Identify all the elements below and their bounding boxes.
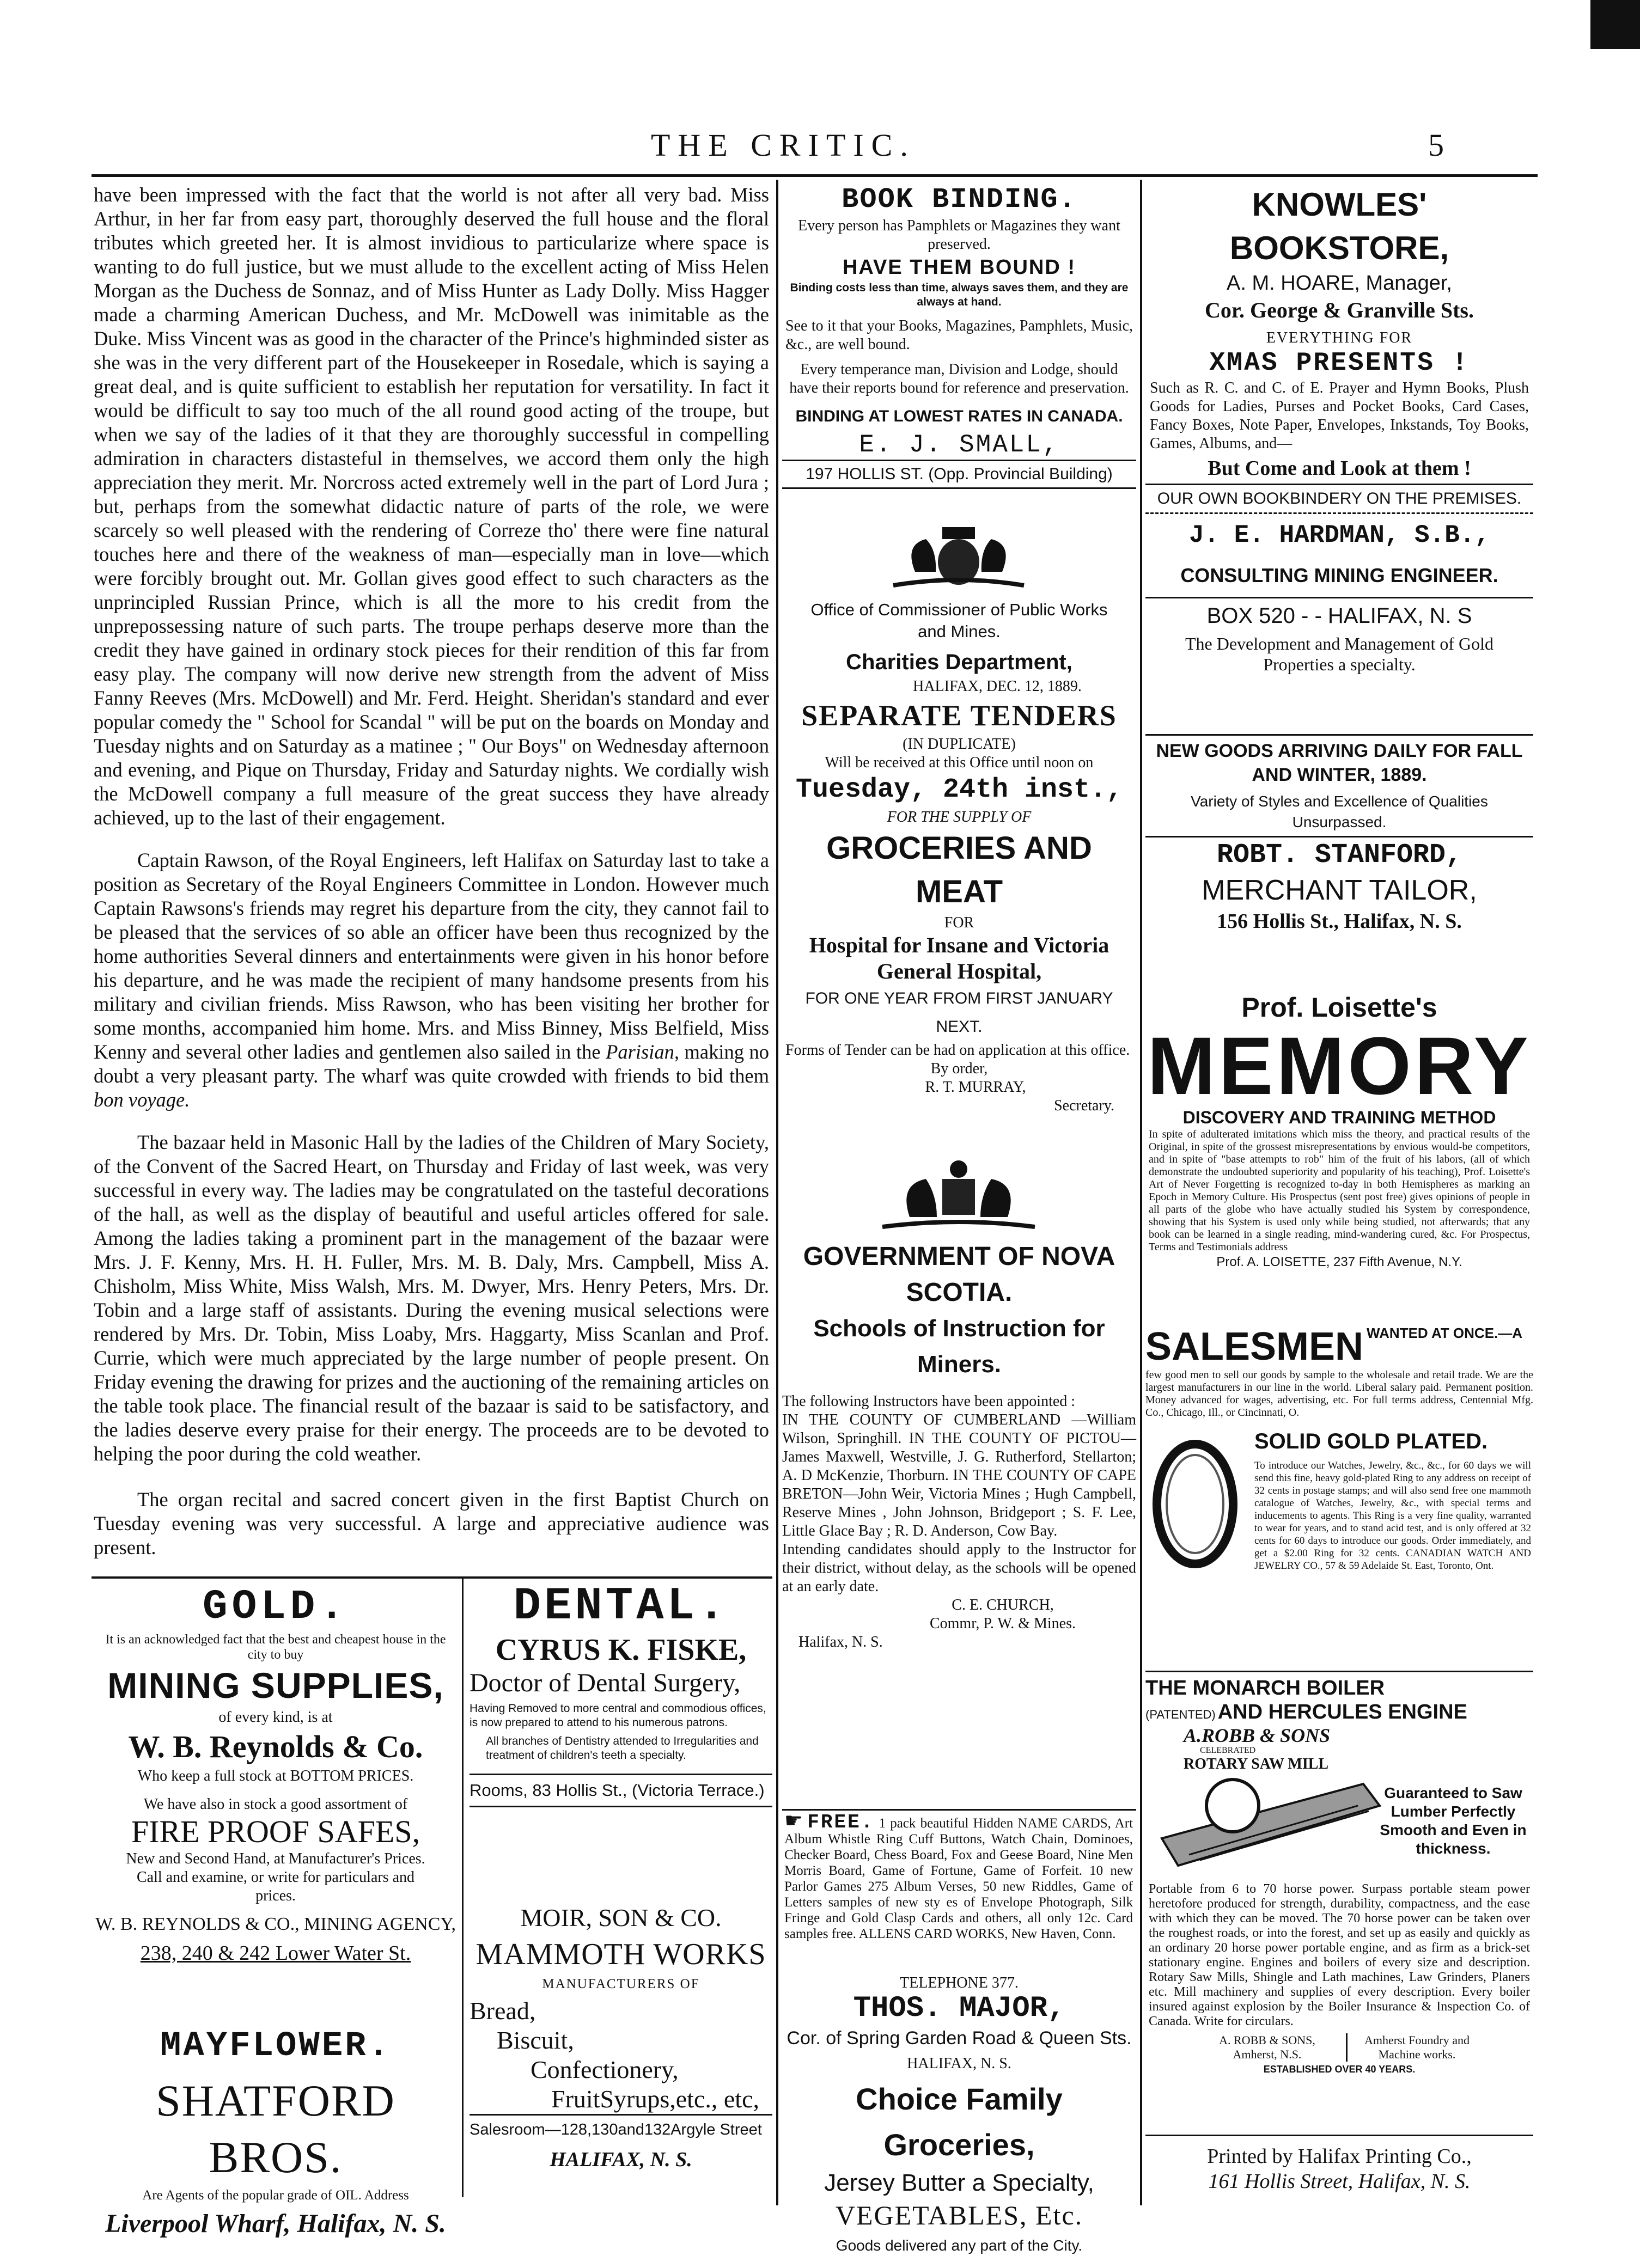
- printer-line-1: Printed by Halifax Printing Co.,: [1207, 2145, 1472, 2168]
- book-binding-rates: BINDING AT LOWEST RATES IN CANADA.: [795, 407, 1123, 425]
- free-ad: [784, 1809, 1133, 1942]
- loisette-memory: MEMORY: [1147, 1020, 1532, 1111]
- knowles-everything: EVERYTHING FOR: [1266, 329, 1413, 346]
- sawmill-illustration: [1145, 1724, 1533, 1882]
- book-binding-intro: Every person has Pamphlets or Magazines they want preserved.: [798, 217, 1120, 253]
- moir-ad-confectionery: Confectionery,: [531, 2056, 679, 2083]
- commissioner-duplicate: (IN DUPLICATE): [903, 736, 1016, 753]
- gold-ad-headline: MINING SUPPLIES,: [107, 1665, 444, 1705]
- hardman-box: BOX 520 - - HALIFAX, N. S: [1145, 597, 1533, 633]
- monarch-text: Portable from 6 to 70 horse power. Surpass portable steam power heretofore produced for strength, durability, compactness, and the ease with which they can be moved. The 70 horse power can be taken over the roughest roads, or into the forest, and set up as easily and quickly as an ordinary 20 horse power portable engine, and as firm as a brick-set stationary engine. Engines and boilers of every size and description. Rotary Saw Mills, Shingle and Lath machines, Law Grinders, Planers etc. Mill machinery and supplies of every description. Every boiler insured against explosion by the Boiler Insurance & Inspection Co. of Canada. Write for circulars.: [1149, 1882, 1530, 2028]
- monarch-established: ESTABLISHED OVER 40 YEARS.: [1263, 2064, 1416, 2075]
- major-veg: VEGETABLES, Etc.: [835, 2200, 1083, 2230]
- gold-ad-safes: FIRE PROOF SAFES,: [131, 1814, 420, 1849]
- commissioner-for: FOR: [944, 914, 974, 931]
- knowles-manager: A. M. HOARE, Manager,: [1227, 272, 1452, 295]
- gold-ad-title: GOLD.: [202, 1584, 349, 1630]
- loisette-text: In spite of adulterated imitations which miss the theory, and practical results of the Original, in spite of the grossest misrepresentations by envious would-be competitors, and in spite of "base attempts to rob" him of the fruit of his labors, (all of which demonstrate the undoubted superiority and popularity of his teaching), Prof. Loisette's Art of Never Forgetting is recognized to-day in both Hemispheres as marking an Epoch in Memory Culture. His Prospectus (sent post free) gives opinions of people in all parts of the globe who have actually studied his System by correspondence, showing that his System is used only while being studied, not afterwards; that any book can be learned in a single reading, mind-wandering cured, &c. For Prospectus, Terms and Testimonials address: [1149, 1128, 1530, 1253]
- book-binding-headline: HAVE THEM BOUND !: [842, 256, 1076, 279]
- commissioner-hospital: Hospital for Insane and Victoria General Hospital,: [809, 933, 1109, 983]
- gov-schools: Schools of Instruction for Miners.: [813, 1315, 1105, 1378]
- moir-ad-firm: MOIR, SON & CO.: [520, 1904, 722, 1931]
- monarch-foundry: Amherst Foundry and Machine works.: [1346, 2033, 1483, 2062]
- major-ad: [782, 1974, 1136, 2259]
- knowles-text: Such as R. C. and C. of E. Prayer and Hymn Books, Plush Goods for Ladies, Purses and Pocket Books, Card Cases, Fancy Boxes, Note Paper, Envelopes, Inkstands, Toy Books, Games, Albums, and—: [1150, 380, 1529, 452]
- mayflower-ad-address: Liverpool Wharf, Halifax, N. S.: [105, 2209, 446, 2238]
- knowles-bindery: OUR OWN BOOKBINDERY ON THE PREMISES.: [1145, 484, 1533, 514]
- book-binding-address: 197 HOLLIS ST. (Opp. Provincial Building): [782, 460, 1136, 489]
- header-rule: [92, 174, 1538, 177]
- monarch-patented: (PATENTED): [1145, 1708, 1216, 1721]
- commissioner-term: FOR ONE YEAR FROM FIRST JANUARY NEXT.: [805, 989, 1113, 1036]
- monarch-subtitle: [1145, 1701, 1533, 1724]
- dental-ad: [470, 1582, 772, 1807]
- knowles-ad: [1145, 183, 1533, 514]
- stanford-ad: [1145, 734, 1533, 936]
- gold-ad-intro: It is an acknowledged fact that the best and cheapest house in the city to buy: [105, 1633, 446, 1662]
- gold-ad-firm: W. B. Reynolds & Co.: [128, 1729, 423, 1764]
- monarch-guaranteed: Guaranteed to Saw Lumber Perfectly Smooth and Even in thickness.: [1380, 1784, 1527, 1857]
- knowles-xmas: XMAS PRESENTS !: [1209, 349, 1470, 378]
- dental-ad-name: CYRUS K. FISKE,: [495, 1633, 747, 1667]
- gold-ad: [94, 1582, 458, 1966]
- major-delivery: Goods delivered any part of the City.: [836, 2237, 1083, 2254]
- stanford-goods: NEW GOODS ARRIVING DAILY FOR FALL AND WINTER, 1889.: [1145, 734, 1533, 787]
- article-paragraph-rawson: Captain Rawson, of the Royal Engineers, left Halifax on Saturday last to take a position as Secretary of the Royal Engineers Committee in London. However much Captain Rawsons's friends may regret his departure from the city, they cannot fail to be pleased that the services of so able an officer have been thus recognized by the home authorities Several dinners and entertainments were given in his honor before his departure, and he was made the recipient of many handsome presents from his military and civilian friends. Miss Rawson, who has been visiting her brother for some months, accompanied him home. Mrs. and Miss Binney, Miss Belfield, Miss Kenny and several other ladies and gentlemen also sailed in the Parisian, making no doubt a very pleasant party. The wharf was quite crowded with friends to bid them bon voyage.: [94, 849, 770, 1111]
- solid-gold-text: To introduce our Watches, Jewelry, &c., &c., for 60 days we will send this fine, heavy gold-plated Ring to any address on receipt of 32 cents in postage stamps; and will also send free one mammoth catalogue of Watches, Jewelry, &c., with special terms and inducements to agents. This Ring is a very fine quality, warranted to wear for years, and to stand acid test, and is only offered at 32 cents for 60 days to introduce our goods. Order immediately, and get a $2.00 Ring for 32 cents. CANADIAN WATCH AND JEWELRY CO., 57 & 59 Adelaide St. East, Toronto, Ont.: [1254, 1460, 1531, 1572]
- gold-ad-stock: Who keep a full stock at BOTTOM PRICES.: [137, 1768, 414, 1784]
- gov-signer: C. E. CHURCH,: [952, 1597, 1054, 1613]
- monarch-firm: A. ROBB & SONS, Amherst, N.S.: [1219, 2033, 1315, 2061]
- major-headline: Choice Family Groceries,: [856, 2082, 1063, 2162]
- monarch-robb: A.ROBB & SONS: [1184, 1725, 1331, 1746]
- stanford-name: ROBT. STANFORD,: [1145, 836, 1533, 873]
- free-ad-text: [784, 1809, 1133, 1942]
- article-paragraph-organ: The organ recital and sacred concert given in the first Baptist Church on Tuesday evening was very successful. A large and appreciative audience was present.: [94, 1488, 769, 1558]
- printer-line-2: 161 Hollis Street, Halifax, N. S.: [1208, 2170, 1471, 2193]
- page-header: [0, 123, 1640, 172]
- printer-imprint: [1145, 2135, 1533, 2194]
- moir-ad-manufacturers: MANUFACTURERS OF: [542, 1977, 700, 1991]
- major-telephone: TELEPHONE 377.: [900, 1974, 1019, 1991]
- moir-ad-salesroom: Salesroom—128,130and132Argyle Street: [470, 2114, 772, 2144]
- gov-signer-role: Commr, P. W. & Mines.: [929, 1615, 1076, 1632]
- nova-scotia-arms-icon: [861, 1157, 1057, 1233]
- book-binding-temperance: Every temperance man, Division and Lodge, should have their reports bound for reference and preservation.: [789, 361, 1129, 396]
- salesmen-text: few good men to sell our goods by sample to the wholesale and retail trade. We are the largest manufacturers in our line in the world. Liberal salary paid. Permanent position. Money advanced for wages, advertising, etc. For full terms address, Centennial Mfg. Co., Chicago, Ill., or Cincinnati, O.: [1145, 1369, 1533, 1419]
- book-binding-see: See to it that your Books, Magazines, Pamphlets, Music, &c., are well bound.: [785, 317, 1133, 353]
- dental-ad-role: Doctor of Dental Surgery,: [470, 1668, 741, 1697]
- commissioner-title: SEPARATE TENDERS: [801, 699, 1117, 732]
- gov-title: GOVERNMENT OF NOVA SCOTIA.: [803, 1242, 1115, 1307]
- book-binding-title: BOOK BINDING.: [842, 184, 1077, 216]
- commissioner-goods: GROCERIES AND MEAT: [826, 830, 1092, 909]
- gov-intro: The following Instructors have been appointed :: [782, 1393, 1076, 1410]
- gov-place: Halifax, N. S.: [798, 1634, 883, 1650]
- gold-ad-every-kind: of every kind, is at: [218, 1709, 333, 1726]
- stanford-address: 156 Hollis St., Halifax, N. S.: [1217, 910, 1462, 933]
- commissioner-forms: Forms of Tender can be had on application at this office.: [785, 1042, 1130, 1059]
- commissioner-dept: Charities Department,: [846, 650, 1072, 674]
- ring-icon: [1149, 1439, 1241, 1569]
- gov-body2: Intending candidates should apply to the Instructor for their district, without delay, as the schools will be opened at an early date.: [782, 1541, 1136, 1595]
- salesmen-wanted: WANTED AT ONCE.—A: [1367, 1325, 1523, 1341]
- major-city: HALIFAX, N. S.: [907, 2055, 1011, 2072]
- hardman-role: CONSULTING MINING ENGINEER.: [1180, 564, 1498, 586]
- dental-ad-removed: Having Removed to more central and commodious offices, is now prepared to attend to his numerous patrons.: [470, 1702, 766, 1729]
- major-corner: Cor. of Spring Garden Road & Queen Sts.: [787, 2028, 1132, 2049]
- book-binding-name: E. J. SMALL,: [859, 431, 1059, 459]
- salesmen-title: SALESMEN: [1145, 1325, 1364, 1368]
- ad-divider-vertical: [462, 1576, 464, 2197]
- article-body: [94, 183, 769, 1560]
- ad-divider-gold-dental: [92, 1576, 772, 1579]
- hardman-text: The Development and Management of Gold Properties a specialty.: [1185, 634, 1494, 674]
- monarch-ad: [1145, 1671, 1533, 2077]
- coat-of-arms-icon: [871, 523, 1046, 594]
- loisette-address: Prof. A. LOISETTE, 237 Fifth Avenue, N.Y.: [1216, 1255, 1462, 1269]
- hardman-name: J. E. HARDMAN, S.B.,: [1188, 521, 1490, 549]
- moir-ad-works: MAMMOTH WORKS: [475, 1937, 766, 1971]
- pointing-hand-icon: ☛: [784, 1809, 803, 1832]
- free-ad-title: FREE.: [807, 1811, 875, 1833]
- knowles-corner: Cor. George & Granville Sts.: [1204, 298, 1474, 322]
- commissioner-deadline: Tuesday, 24th inst.,: [795, 774, 1123, 805]
- commissioner-ad: [782, 599, 1136, 1115]
- commissioner-date: HALIFAX, DEC. 12, 1889.: [913, 678, 1082, 695]
- column-rule-1: [776, 180, 778, 2205]
- moir-ad: [470, 1899, 772, 2175]
- mayflower-ad: [94, 2025, 458, 2242]
- book-binding-ad: [782, 183, 1136, 489]
- column-rule-2: [1140, 180, 1142, 2205]
- loisette-prof: Prof. Loisette's: [1241, 992, 1437, 1023]
- free-ad-body: 1 pack beautiful Hidden NAME CARDS, Art Album Whistle Ring Cuff Buttons, Watch Chain, Dominoes, Checker Board, Chess Board, Fox and Geese Board, Nine Men Morris Board, Game of Fortune, Game of Forfeit. 10 new Parlor Games 275 Album Verses, 50 new Riddles, Game of Letters samples of new sty es of Envelope Photograph, Silk Fringe and Gold Clasp Cards and others, all only 12c. Card samples free. ALLENS CARD WORKS, New Haven, Conn.: [784, 1816, 1133, 1941]
- salesmen-ad: [1145, 1324, 1533, 1419]
- monarch-title: THE MONARCH BOILER: [1145, 1671, 1533, 1701]
- page-number: 5: [1428, 127, 1444, 163]
- dental-ad-rooms: Rooms, 83 Hollis St., (Victoria Terrace.): [470, 1774, 772, 1807]
- moir-ad-syrups: FruitSyrups,etc., etc,: [551, 2085, 759, 2113]
- gov-body: IN THE COUNTY OF CUMBERLAND —William Wilson, Springhill. IN THE COUNTY OF PICTOU—James Maxwell, Westville, J. G. Rutherford, Stellarton; A. D McKenzie, Thorburn. IN THE COUNTY OF CAPE BRETON—John Weir, Victoria Mines ; Hugh Campbell, Reserve Mines , John Johnson, Bridgeport ; S. F. Lee, Little Glace Bay ; R. D. Anderson, Cow Bay.: [782, 1411, 1136, 1539]
- monarch-footer: [1145, 2033, 1533, 2062]
- salesmen-row: [1145, 1324, 1533, 1369]
- major-name: THOS. MAJOR,: [853, 1992, 1065, 2025]
- margin-tab: [1590, 0, 1640, 49]
- newspaper-title: THE CRITIC.: [651, 127, 916, 163]
- commissioner-office: Office of Commissioner of Public Works and Mines.: [810, 600, 1108, 641]
- stanford-role: MERCHANT TAILOR,: [1202, 875, 1477, 906]
- commissioner-received: Will be received at this Office until noon on: [825, 754, 1094, 771]
- moir-ad-biscuit: Biscuit,: [497, 2026, 574, 2054]
- moir-ad-city: HALIFAX, N. S.: [550, 2148, 692, 2171]
- solid-gold-ad: [1145, 1428, 1533, 1667]
- monarch-hercules: AND HERCULES ENGINE: [1217, 1701, 1467, 1723]
- dental-ad-branches: All branches of Dentistry attended to Irregularities and treatment of children's teeth a specialty.: [486, 1735, 759, 1762]
- loisette-ad: [1145, 990, 1533, 1271]
- gold-ad-address: 238, 240 & 242 Lower Water St.: [140, 1942, 411, 1965]
- dental-ad-title: DENTAL.: [513, 1581, 729, 1633]
- hardman-ad: [1145, 516, 1533, 675]
- gold-ad-agency: W. B. REYNOLDS & CO., MINING AGENCY,: [95, 1914, 456, 1934]
- mayflower-ad-firm: SHATFORD BROS.: [156, 2076, 395, 2182]
- book-binding-costs: Binding costs less than time, always saves them, and they are always at hand.: [790, 282, 1129, 308]
- gold-ad-also: We have also in stock a good assortment of: [143, 1796, 408, 1813]
- gov-ad: [782, 1239, 1136, 1652]
- loisette-discovery: DISCOVERY AND TRAINING METHOD: [1182, 1108, 1496, 1127]
- moir-ad-bread: Bread,: [470, 1997, 536, 2025]
- stanford-variety: Variety of Styles and Excellence of Qualities Unsurpassed.: [1191, 793, 1488, 830]
- article-paragraph-theatre: have been impressed with the fact that the world is not after all very bad. Miss Arthur, in her far from easy part, thoroughly deserved the full house and the floral tributes which greeted her. It is almost invidious to particularize where space is wanting to do full justice, but we must allude to the excellent acting of Miss Helen Morgan as the Duchess de Sonnaz, and of Miss Hunter as Lady Dolly. Miss Hagger made a charming American Duchess, and Mr. McDowell was inimitable as the Duke. Miss Vincent was as good in the character of the Prince's highminded sister as she was in the very different part of the Housekeeper in Rosedale, which is saying a great deal, and is quite sufficient to establish her reputation for versatility. In fact it would be difficult to say too much of the all round good acting of the troupe, but when we say of the ladies of it that they are thoroughly successful in compelling admiration in characters distasteful in themselves, we accord them only the high appreciation they merit. Mr. Norcross acted extremely well in the part of Lord Jura ; but, perhaps from the somewhat didactic nature of parts of the role, we were scarcely so well pleased with the rendering of Correze tho' there were fine natural touches here and there of the weakness of man—especially man in love—which were forcibly brought out. Mr. Gollan gives good effect to such characters as the unprincipled Russian Prince, which is all the more to his credit from the unprepossessing nature of such parts. The troupe perhaps deserve more than the credit they have gained in ordinary stock pieces for their rendition of this far from easy play. The company will now derive new strength from the advent of Miss Fanny Reeves (Mrs. McDowell) and Mr. Ferd. Height. Sheridan's standard and ever popular comedy the " School for Scandal " will be put on the boards on Monday and Tuesday nights and on Saturday as a matinee ; " Our Boys" on Wednesday afternoon and evening, and Pique on Thursday, Friday and Saturday nights. We cordially wish the McDowell company a full measure of the great success they have already achieved, up to the last of their engagement.: [94, 184, 769, 829]
- monarch-celebrated: CELEBRATED: [1200, 1746, 1256, 1755]
- knowles-title: KNOWLES' BOOKSTORE,: [1229, 186, 1449, 266]
- commissioner-supply: FOR THE SUPPLY OF: [887, 809, 1032, 826]
- mayflower-ad-title: MAYFLOWER.: [160, 2027, 392, 2066]
- monarch-mill: ROTARY SAW MILL: [1184, 1756, 1329, 1772]
- gold-ad-safes-text: New and Second Hand, at Manufacturer's Prices. Call and examine, or write for particulars and prices.: [126, 1850, 425, 1904]
- free-ad-top-rule: [782, 1809, 1136, 1811]
- commissioner-signer-role: Secretary.: [1054, 1097, 1114, 1114]
- solid-gold-title: SOLID GOLD PLATED.: [1254, 1429, 1488, 1453]
- knowles-cta: But Come and Look at them !: [1208, 457, 1471, 480]
- mayflower-ad-agents: Are Agents of the popular grade of OIL. Address: [142, 2188, 409, 2203]
- article-paragraph-bazaar: The bazaar held in Masonic Hall by the ladies of the Children of Mary Society, of the Convent of the Sacred Heart, on Thursday and Friday of last week, was very successful in every way. The ladies may be congratulated on the tasteful decorations of the hall, as well as the display of beautiful and useful articles offered for sale. Among the ladies taking a prominent part in the management of the bazaar were Mrs. J. F. Kenny, Mrs. H. H. Fuller, Mrs. M. B. Daly, Mrs. Campbell, Miss A. Chisholm, Miss White, Miss Walsh, Mrs. M. Dwyer, Mrs. Henry Peters, Mrs. Dr. Tobin and a large staff of assistants. During the evening musical selections were rendered by Mrs. Dr. Tobin, Miss Loaby, Mrs. Haggarty, Miss Scanlan and Prof. Currie, which were much appreciated by the large number of people present. On Friday evening the drawing for prizes and the auctioning of the remaining articles on the table took place. The financial result of the bazaar is said to be satisfactory, and the ladies deserve every praise for their energy. The proceeds are to be devoted to helping the poor during the cold weather.: [94, 1131, 769, 1465]
- commissioner-order: By order,: [930, 1060, 988, 1077]
- commissioner-signer: R. T. MURRAY,: [925, 1079, 1026, 1096]
- sawmill-icon: [1156, 1773, 1385, 1876]
- major-butter: Jersey Butter a Specialty,: [824, 2169, 1094, 2196]
